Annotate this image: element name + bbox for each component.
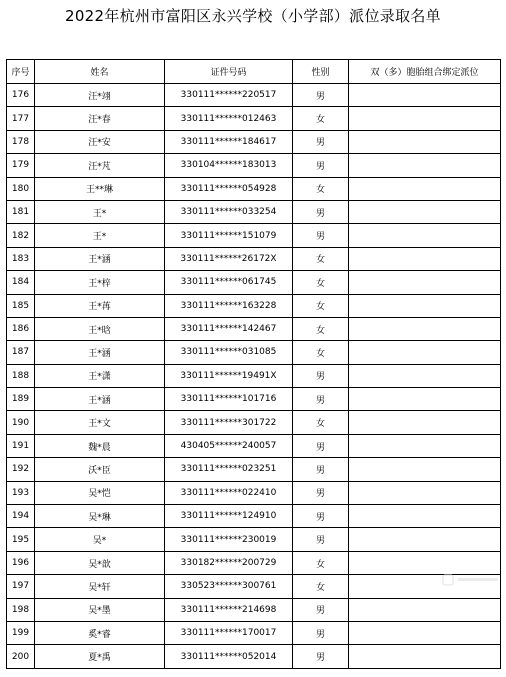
cell-seq: 184 — [7, 271, 35, 294]
cell-name: 王*涵 — [35, 247, 165, 270]
cell-twin — [349, 271, 501, 294]
cell-twin — [349, 177, 501, 200]
table-row — [7, 177, 501, 200]
table-row — [7, 294, 501, 317]
cell-twin — [349, 434, 501, 457]
cell-name: 汪*安 — [35, 130, 165, 153]
cell-seq: 187 — [7, 341, 35, 364]
cell-id: 330111******301722 — [165, 411, 293, 434]
cell-sex: 男 — [293, 458, 349, 481]
cell-id: 330111******142467 — [165, 317, 293, 340]
table-row — [7, 341, 501, 364]
cell-seq: 180 — [7, 177, 35, 200]
cell-id: 330104******183013 — [165, 154, 293, 177]
cell-id: 330182******200729 — [165, 551, 293, 574]
cell-name: 吴* — [35, 528, 165, 551]
cell-seq: 178 — [7, 130, 35, 153]
cell-sex: 男 — [293, 505, 349, 528]
cell-sex: 女 — [293, 294, 349, 317]
cell-id: 430405******240057 — [165, 434, 293, 457]
cell-seq: 186 — [7, 317, 35, 340]
cell-seq: 198 — [7, 598, 35, 621]
cell-id: 330111******054928 — [165, 177, 293, 200]
table-row — [7, 551, 501, 574]
cell-name: 魏*晨 — [35, 434, 165, 457]
cell-name: 王*文 — [35, 411, 165, 434]
cell-twin — [349, 84, 501, 107]
cell-id: 330111******184617 — [165, 130, 293, 153]
cell-id: 330111******022410 — [165, 481, 293, 504]
cell-seq: 183 — [7, 247, 35, 270]
cell-twin — [349, 364, 501, 387]
cell-sex: 女 — [293, 247, 349, 270]
cell-twin — [349, 481, 501, 504]
cell-twin — [349, 598, 501, 621]
cell-twin — [349, 388, 501, 411]
watermark-logo-icon — [442, 573, 502, 587]
table-row — [7, 598, 501, 621]
cell-sex: 男 — [293, 364, 349, 387]
cell-sex: 女 — [293, 107, 349, 130]
table-row — [7, 130, 501, 153]
cell-twin — [349, 317, 501, 340]
cell-seq: 182 — [7, 224, 35, 247]
cell-name: 吴*墨 — [35, 598, 165, 621]
cell-id: 330111******031085 — [165, 341, 293, 364]
cell-name: 王*潇 — [35, 364, 165, 387]
table-row — [7, 505, 501, 528]
table-row — [7, 271, 501, 294]
cell-id: 330523******300761 — [165, 575, 293, 598]
cell-seq: 191 — [7, 434, 35, 457]
table-row — [7, 107, 501, 130]
cell-seq: 176 — [7, 84, 35, 107]
cell-seq: 177 — [7, 107, 35, 130]
cell-seq: 189 — [7, 388, 35, 411]
table-row — [7, 481, 501, 504]
cell-sex: 男 — [293, 621, 349, 644]
cell-seq: 190 — [7, 411, 35, 434]
cell-twin — [349, 551, 501, 574]
cell-seq: 199 — [7, 621, 35, 644]
cell-id: 330111******052014 — [165, 645, 293, 668]
cell-sex: 女 — [293, 551, 349, 574]
cell-twin — [349, 224, 501, 247]
table-row — [7, 388, 501, 411]
cell-name: 沃*臣 — [35, 458, 165, 481]
header-sex: 性别 — [293, 60, 349, 84]
table-row — [7, 200, 501, 223]
table-row — [7, 84, 501, 107]
cell-name: 王*涵 — [35, 388, 165, 411]
cell-name: 王*涵 — [35, 341, 165, 364]
cell-sex: 男 — [293, 481, 349, 504]
cell-sex: 女 — [293, 177, 349, 200]
cell-sex: 男 — [293, 388, 349, 411]
cell-seq: 197 — [7, 575, 35, 598]
table-row — [7, 247, 501, 270]
table-header-row — [7, 60, 501, 84]
table-row — [7, 528, 501, 551]
cell-id: 330111******19491X — [165, 364, 293, 387]
table-row — [7, 411, 501, 434]
cell-name: 王* — [35, 200, 165, 223]
cell-seq: 195 — [7, 528, 35, 551]
cell-seq: 193 — [7, 481, 35, 504]
cell-name: 吴*琳 — [35, 505, 165, 528]
cell-twin — [349, 200, 501, 223]
cell-sex: 女 — [293, 271, 349, 294]
cell-id: 330111******023251 — [165, 458, 293, 481]
cell-id: 330111******012463 — [165, 107, 293, 130]
cell-twin — [349, 458, 501, 481]
table-row — [7, 434, 501, 457]
cell-sex: 女 — [293, 317, 349, 340]
cell-id: 330111******214698 — [165, 598, 293, 621]
cell-sex: 男 — [293, 598, 349, 621]
cell-sex: 男 — [293, 130, 349, 153]
cell-id: 330111******26172X — [165, 247, 293, 270]
cell-seq: 188 — [7, 364, 35, 387]
table-row — [7, 224, 501, 247]
cell-seq: 196 — [7, 551, 35, 574]
cell-twin — [349, 411, 501, 434]
cell-twin — [349, 528, 501, 551]
table-row — [7, 364, 501, 387]
cell-twin — [349, 107, 501, 130]
cell-seq: 200 — [7, 645, 35, 668]
table-row — [7, 458, 501, 481]
cell-sex: 男 — [293, 84, 349, 107]
cell-seq: 185 — [7, 294, 35, 317]
cell-sex: 男 — [293, 224, 349, 247]
table-row — [7, 621, 501, 644]
cell-sex: 男 — [293, 528, 349, 551]
cell-name: 王* — [35, 224, 165, 247]
header-id: 证件号码 — [165, 60, 293, 84]
cell-name: 吴*歆 — [35, 551, 165, 574]
cell-twin — [349, 341, 501, 364]
cell-id: 330111******220517 — [165, 84, 293, 107]
table-row — [7, 645, 501, 668]
cell-id: 330111******101716 — [165, 388, 293, 411]
cell-id: 330111******033254 — [165, 200, 293, 223]
cell-seq: 179 — [7, 154, 35, 177]
cell-sex: 女 — [293, 411, 349, 434]
cell-sex: 男 — [293, 434, 349, 457]
table-row — [7, 154, 501, 177]
cell-sex: 男 — [293, 200, 349, 223]
cell-twin — [349, 505, 501, 528]
cell-name: 吴*轩 — [35, 575, 165, 598]
cell-name: 吴*恺 — [35, 481, 165, 504]
cell-twin — [349, 154, 501, 177]
cell-seq: 181 — [7, 200, 35, 223]
cell-id: 330111******170017 — [165, 621, 293, 644]
cell-twin — [349, 130, 501, 153]
cell-twin — [349, 294, 501, 317]
table-row — [7, 317, 501, 340]
header-seq: 序号 — [7, 60, 35, 84]
cell-name: 夏*禹 — [35, 645, 165, 668]
cell-id: 330111******151079 — [165, 224, 293, 247]
cell-sex: 女 — [293, 341, 349, 364]
cell-twin — [349, 247, 501, 270]
cell-id: 330111******124910 — [165, 505, 293, 528]
cell-twin — [349, 621, 501, 644]
cell-name: 汪*春 — [35, 107, 165, 130]
cell-sex: 男 — [293, 645, 349, 668]
cell-id: 330111******061745 — [165, 271, 293, 294]
header-twin: 双（多）胞胎组合绑定派位 — [349, 60, 501, 84]
cell-name: 王*梓 — [35, 271, 165, 294]
cell-name: 奚*睿 — [35, 621, 165, 644]
cell-name: 汪*芃 — [35, 154, 165, 177]
cell-id: 330111******230019 — [165, 528, 293, 551]
cell-id: 330111******163228 — [165, 294, 293, 317]
cell-seq: 192 — [7, 458, 35, 481]
cell-sex: 男 — [293, 154, 349, 177]
watermark — [406, 573, 502, 591]
page-title: 2022年杭州市富阳区永兴学校（小学部）派位录取名单 — [65, 7, 441, 25]
cell-name: 王**琳 — [35, 177, 165, 200]
cell-sex: 女 — [293, 575, 349, 598]
cell-name: 王*苒 — [35, 294, 165, 317]
cell-name: 王*晗 — [35, 317, 165, 340]
cell-name: 汪*翊 — [35, 84, 165, 107]
cell-seq: 194 — [7, 505, 35, 528]
header-name: 姓名 — [35, 60, 165, 84]
cell-twin — [349, 645, 501, 668]
